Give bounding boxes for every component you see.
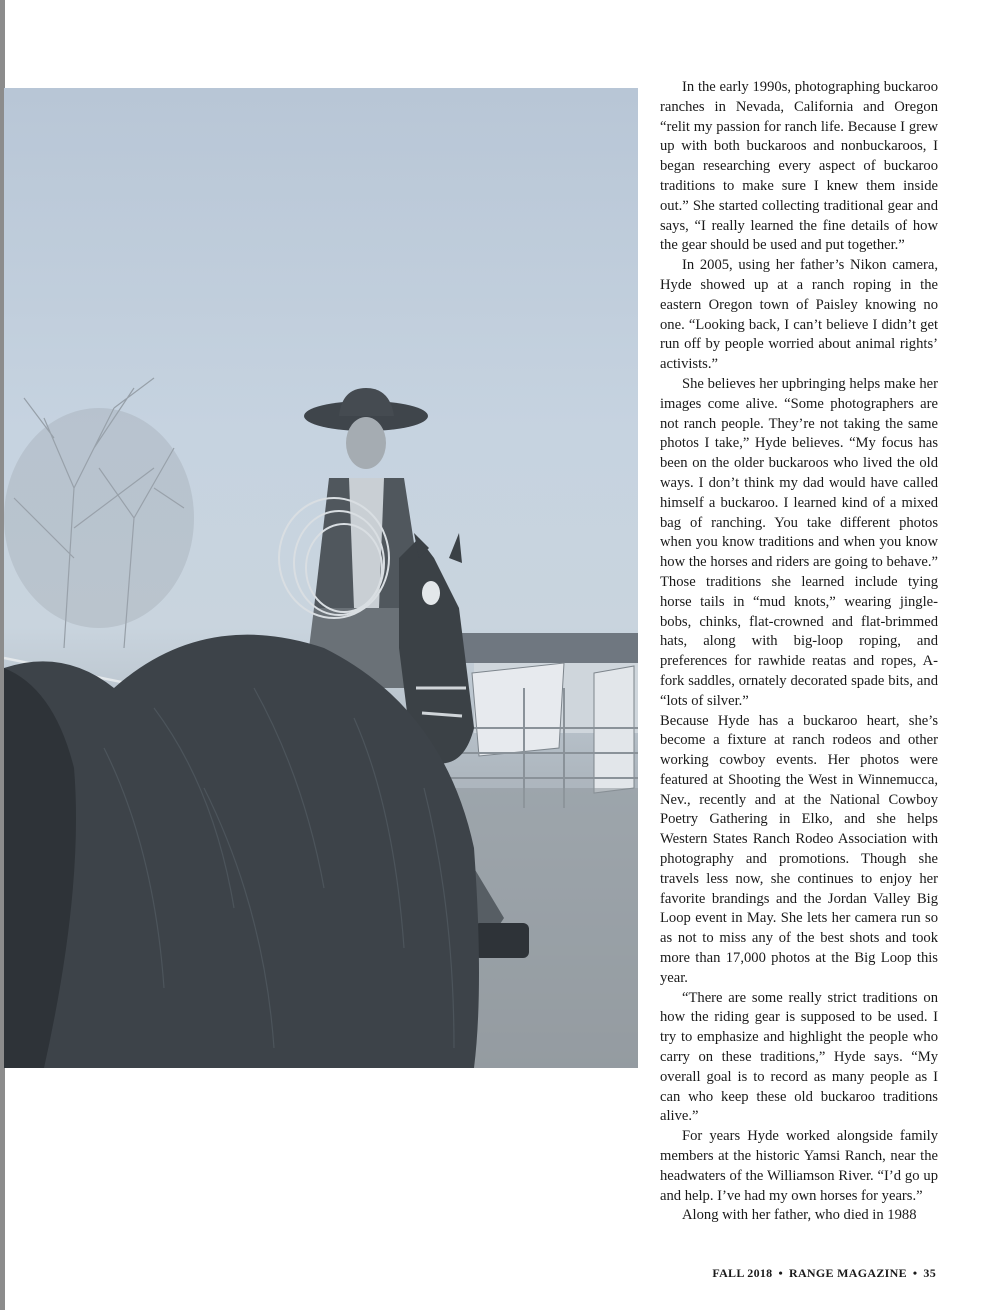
footer-separator: • <box>912 1266 918 1280</box>
article-paragraph: Along with her father, who died in 1988 <box>682 1207 917 1224</box>
footer-season: FALL 2018 <box>712 1266 773 1280</box>
footer-separator: • <box>778 1266 783 1280</box>
article-paragraph: In 2005, using her father’s Nikon camera, Hyde showed up at a ranch roping in the eastern Oregon town of Paisley knowing no one. “Looking back, I can’t believe I didn’t get run off by people worried about animal rights’ activists.” <box>660 257 938 373</box>
footer-page-number: 35 <box>923 1266 936 1280</box>
article-paragraph: For years Hyde worked alongside family members at the historic Yamsi Ranch, near the headwaters of the Williamson River. “I’d go up and help. I’ve had my own horses for years.” <box>660 1128 938 1204</box>
article-paragraph: Because Hyde has a buckaroo heart, she’s become a fixture at ranch rodeos and other working cowboy events. Her photos were featured at Shooting the West in Winnemucca, Nev., recently and at the National Cowboy Poetry Gathering in Elko, and she helps Western States Ranch Rodeo Association with photography and promotions. Though she travels less now, she continues to enjoy her favorite brandings and the Jordan Valley Big Loop event in May. She lets her camera run so as not to miss any of the best shots and took more than 17,000 photos at the Big Loop this year. <box>660 712 938 986</box>
photo-illustration <box>4 88 638 1068</box>
article-paragraph: “There are some really strict traditions on how the riding gear is supposed to be used. I try to emphasize and highlight the people who carry on these traditions,” Hyde says. “My overall goal is to record as many people as I can who keep these old buckaroo traditions alive.” <box>660 989 938 1125</box>
photo-buckaroo-on-horseback <box>4 88 638 1068</box>
article-body <box>660 78 938 1226</box>
tree-canopy-haze <box>4 408 194 628</box>
banner-left <box>472 663 564 756</box>
article-paragraph: In the early 1990s, photographing buckaroo ranches in Nevada, California and Oregon “relit my passion for ranch life. Because I grew up with both buckaroos and nonbuckaroos, I began researching every aspect of buckaroo traditions to make sure I knew them inside out.” She started collecting traditional gear and says, “I really learned the fine details of how the gear should be used and put together.” <box>660 79 938 254</box>
banner-right <box>594 666 634 793</box>
page-footer <box>712 1266 936 1281</box>
footer-magazine: RANGE MAGAZINE <box>789 1266 907 1280</box>
article-paragraph: She believes her upbringing helps make her images come alive. “Some photographers are not ranch people. They’re not taking the same photos I take,” Hyde believes. “My focus has been on the older buckaroos who lived the old ways. I don’t think my dad would have called himself a buckaroo. I learned kind of a mixed bag of ranching. You take different photos when you know traditions and when you know how the horses and riders are going to behave.” Those traditions she learned include tying horse tails in “mud knots,” wearing jingle-bobs, chinks, flat-crowned and flat-brimmed hats, along with big-loop roping, and preferences for rawhide reatas and ropes, A-fork saddles, ornately decorated spade bits, and “lots of silver.” <box>660 375 938 709</box>
barn-roof <box>459 633 638 663</box>
